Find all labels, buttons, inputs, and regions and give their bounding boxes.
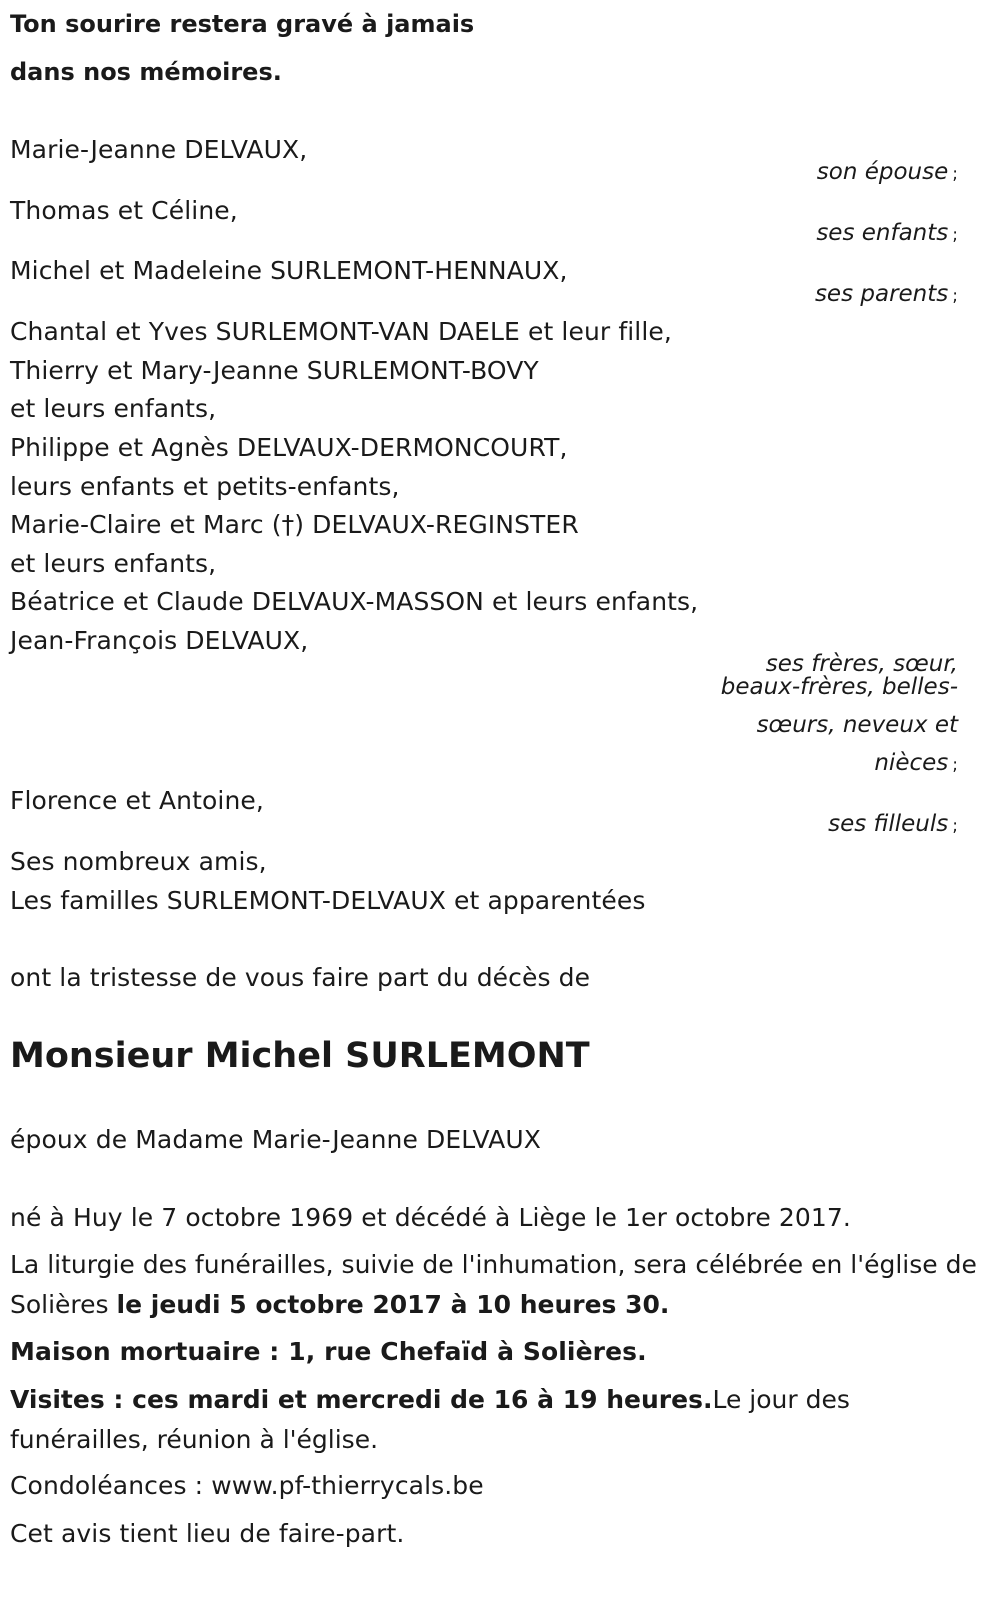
sibling-line: et leurs enfants, xyxy=(10,549,217,578)
motto-line-1: Ton sourire restera gravé à jamais xyxy=(10,10,475,38)
siblings-relation-line xyxy=(874,749,958,779)
condolences-line: Condoléances : www.pf-thierrycals.be xyxy=(10,1471,484,1500)
semicolon: ; xyxy=(952,816,958,836)
birth-death-line: né à Huy le 7 octobre 1969 et décédé à Liège le 1er octobre 2017. xyxy=(10,1203,851,1232)
visits-text: Le jour des funérailles, réunion à l'église. xyxy=(10,1385,850,1454)
deceased-name: Monsieur Michel SURLEMONT xyxy=(10,1036,590,1076)
liturgy-paragraph xyxy=(10,1245,990,1325)
siblings-relation-line: beaux-frères, belles- xyxy=(720,674,958,700)
parents-relation xyxy=(815,280,958,310)
sibling-line: Thierry et Mary-Jeanne SURLEMONT-BOVY xyxy=(10,356,539,385)
relation-text: ses parents xyxy=(814,281,949,307)
sibling-line: Chantal et Yves SURLEMONT-VAN DAELE et leur fille, xyxy=(10,317,672,346)
motto-line-2: dans nos mémoires. xyxy=(10,58,282,86)
semicolon: ; xyxy=(952,286,958,306)
godchildren-name: Florence et Antoine, xyxy=(10,786,264,815)
visits-hours: Visites : ces mardi et mercredi de 16 à 19 heures. xyxy=(10,1385,713,1414)
relation-text: nièces xyxy=(874,750,949,776)
sibling-line: et leurs enfants, xyxy=(10,394,217,423)
mortuary-line: Maison mortuaire : 1, rue Chefaïd à Solières. xyxy=(10,1337,647,1366)
relation-text: son épouse xyxy=(816,159,949,185)
sibling-line: Marie-Claire et Marc (†) DELVAUX-REGINSTER xyxy=(10,510,579,539)
liturgy-text: La liturgie des funérailles, suivie de l'inhumation, sera célébrée en l'église de Solières xyxy=(10,1250,977,1319)
notice-line: Cet avis tient lieu de faire-part. xyxy=(10,1519,405,1548)
spouse-relation xyxy=(817,158,958,188)
semicolon: ; xyxy=(952,755,958,775)
semicolon: ; xyxy=(952,164,958,184)
children-relation xyxy=(816,219,958,249)
sibling-line: Béatrice et Claude DELVAUX-MASSON et leurs enfants, xyxy=(10,587,699,616)
families-line: Les familles SURLEMONT-DELVAUX et apparentées xyxy=(10,886,646,915)
visits-paragraph xyxy=(10,1380,990,1460)
siblings-relation-line: ses frères, sœur, xyxy=(765,651,958,677)
relation-text: ses enfants xyxy=(816,220,949,246)
spouse-name: Marie-Jeanne DELVAUX, xyxy=(10,135,308,164)
spouse-of-line: époux de Madame Marie-Jeanne DELVAUX xyxy=(10,1125,541,1154)
godchildren-relation xyxy=(828,810,958,840)
announcement-line: ont la tristesse de vous faire part du décès de xyxy=(10,963,591,992)
liturgy-date: le jeudi 5 octobre 2017 à 10 heures 30. xyxy=(116,1290,670,1319)
parents-name: Michel et Madeleine SURLEMONT-HENNAUX, xyxy=(10,256,568,285)
relation-text: ses filleuls xyxy=(828,811,949,837)
sibling-line: leurs enfants et petits-enfants, xyxy=(10,472,400,501)
semicolon: ; xyxy=(952,225,958,245)
friends-line: Ses nombreux amis, xyxy=(10,847,267,876)
children-name: Thomas et Céline, xyxy=(10,196,238,225)
sibling-line: Philippe et Agnès DELVAUX-DERMONCOURT, xyxy=(10,433,568,462)
siblings-relation-line: sœurs, neveux et xyxy=(756,712,958,738)
sibling-line: Jean-François DELVAUX, xyxy=(10,626,309,655)
